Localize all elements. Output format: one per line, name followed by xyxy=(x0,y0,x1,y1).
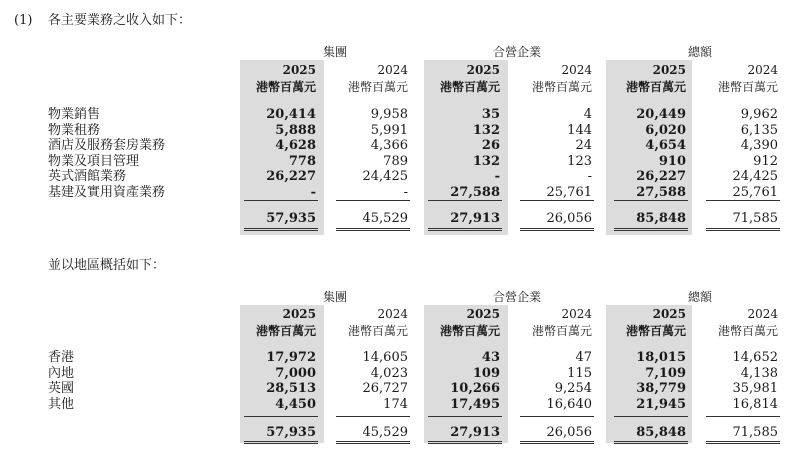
total-double-rule xyxy=(614,441,688,444)
total-value: 45,529 xyxy=(362,425,408,440)
subtotal-rule xyxy=(428,200,502,201)
row-value: 25,761 xyxy=(546,184,592,200)
unit-label: 港幣百萬元 xyxy=(347,324,408,338)
unit-label: 港幣百萬元 xyxy=(625,80,686,94)
year-previous: 2024 xyxy=(377,307,408,321)
total-double-rule xyxy=(336,441,410,444)
total-value: 71,585 xyxy=(732,211,778,226)
total-value: 85,848 xyxy=(636,425,686,440)
year-previous: 2024 xyxy=(561,63,592,77)
row-value: - xyxy=(310,184,316,200)
row-value: 16,814 xyxy=(732,396,778,412)
subtotal-rule xyxy=(520,416,594,417)
row-value: 144 xyxy=(567,122,592,138)
total-value: 26,056 xyxy=(546,425,592,440)
row-label: 其他 xyxy=(48,396,75,412)
row-value: 21,945 xyxy=(636,396,686,412)
total-value: 57,935 xyxy=(266,211,316,226)
row-value: 24 xyxy=(575,138,592,153)
row-label: 英國 xyxy=(48,381,75,396)
row-value: 4,628 xyxy=(275,138,316,153)
row-value: 5,991 xyxy=(370,122,408,138)
row-value: 17,495 xyxy=(450,396,500,412)
row-value: 4 xyxy=(583,107,592,122)
total-value: 57,935 xyxy=(266,425,316,440)
row-value: 4,138 xyxy=(740,365,778,381)
row-value: 9,958 xyxy=(370,107,408,122)
unit-label: 港幣百萬元 xyxy=(717,80,778,94)
row-value: 789 xyxy=(383,153,408,169)
row-value: - xyxy=(494,169,500,184)
row-label: 物業及項目管理 xyxy=(48,153,140,169)
row-value: 4,390 xyxy=(740,138,778,153)
row-value: 132 xyxy=(472,122,500,138)
row-value: 38,779 xyxy=(636,381,686,396)
row-label: 香港 xyxy=(48,350,75,365)
total-double-rule xyxy=(706,228,780,231)
row-value: 132 xyxy=(472,153,500,169)
row-label: 英式酒館業務 xyxy=(48,169,127,184)
section-title: 各主要業務之收入如下： xyxy=(48,13,192,28)
row-value: - xyxy=(403,184,408,200)
total-double-rule xyxy=(244,228,318,231)
year-current: 2025 xyxy=(652,307,686,321)
header-group: 集團 xyxy=(322,45,347,59)
year-current: 2025 xyxy=(282,63,316,77)
row-value: 28,513 xyxy=(266,381,316,396)
total-value: 85,848 xyxy=(636,211,686,226)
subtotal-rule xyxy=(336,416,410,417)
row-value: 26 xyxy=(481,138,500,153)
row-value: 20,414 xyxy=(266,107,316,122)
row-label: 內地 xyxy=(48,365,75,381)
row-value: 35 xyxy=(481,107,500,122)
total-double-rule xyxy=(520,441,594,444)
row-value: 17,972 xyxy=(266,350,316,365)
row-label: 物業銷售 xyxy=(48,107,101,122)
total-value: 26,056 xyxy=(546,211,592,226)
row-value: 26,227 xyxy=(636,169,686,184)
total-double-rule xyxy=(520,228,594,231)
row-value: 14,652 xyxy=(732,350,778,365)
row-value: 26,727 xyxy=(362,381,408,396)
region-intro: 並以地區概括如下： xyxy=(48,258,166,273)
unit-label: 港幣百萬元 xyxy=(439,324,500,338)
total-value: 27,913 xyxy=(450,425,500,440)
total-double-rule xyxy=(428,228,502,231)
subtotal-rule xyxy=(244,416,318,417)
unit-label: 港幣百萬元 xyxy=(625,324,686,338)
total-double-rule xyxy=(706,441,780,444)
row-value: 115 xyxy=(567,365,592,381)
header-total-2: 總額 xyxy=(687,290,712,304)
row-value: 4,450 xyxy=(275,396,316,412)
row-value: 27,588 xyxy=(636,184,686,200)
subtotal-rule xyxy=(428,416,502,417)
unit-label: 港幣百萬元 xyxy=(347,80,408,94)
row-value: 778 xyxy=(288,153,316,169)
total-value: 27,913 xyxy=(450,211,500,226)
row-value: 27,588 xyxy=(450,184,500,200)
total-double-rule xyxy=(336,228,410,231)
total-double-rule xyxy=(614,228,688,231)
subtotal-rule xyxy=(706,416,780,417)
year-previous: 2024 xyxy=(377,63,408,77)
row-value: 14,605 xyxy=(362,350,408,365)
row-value: 4,023 xyxy=(370,365,408,381)
row-value: 24,425 xyxy=(362,169,408,184)
row-value: 9,254 xyxy=(554,381,592,396)
unit-label: 港幣百萬元 xyxy=(531,80,592,94)
row-value: 10,266 xyxy=(450,381,500,396)
unit-label: 港幣百萬元 xyxy=(255,80,316,94)
row-value: 910 xyxy=(658,153,686,169)
total-value: 71,585 xyxy=(732,425,778,440)
row-value: - xyxy=(587,169,592,184)
header-jv-2: 合營企業 xyxy=(492,290,541,304)
unit-label: 港幣百萬元 xyxy=(717,324,778,338)
row-value: 24,425 xyxy=(732,169,778,184)
year-current: 2025 xyxy=(652,63,686,77)
row-value: 6,135 xyxy=(740,122,778,138)
year-previous: 2024 xyxy=(747,307,778,321)
row-value: 4,654 xyxy=(645,138,686,153)
subtotal-rule xyxy=(244,200,318,201)
row-value: 7,000 xyxy=(275,365,316,381)
row-value: 123 xyxy=(567,153,592,169)
row-value: 43 xyxy=(481,350,500,365)
row-value: 4,366 xyxy=(370,138,408,153)
row-value: 16,640 xyxy=(546,396,592,412)
subtotal-rule xyxy=(336,200,410,201)
header-jv: 合營企業 xyxy=(492,45,541,59)
year-previous: 2024 xyxy=(747,63,778,77)
unit-label: 港幣百萬元 xyxy=(439,80,500,94)
year-previous: 2024 xyxy=(561,307,592,321)
header-total: 總額 xyxy=(687,45,712,59)
row-value: 109 xyxy=(472,365,500,381)
year-current: 2025 xyxy=(282,307,316,321)
row-label: 酒店及服務套房業務 xyxy=(48,138,166,153)
total-double-rule xyxy=(244,441,318,444)
subtotal-rule xyxy=(706,200,780,201)
row-value: 35,981 xyxy=(732,381,778,396)
year-current: 2025 xyxy=(466,307,500,321)
row-value: 912 xyxy=(753,153,778,169)
row-value: 18,015 xyxy=(636,350,686,365)
header-group-2: 集團 xyxy=(322,290,347,304)
total-value: 45,529 xyxy=(362,211,408,226)
subtotal-rule xyxy=(614,416,688,417)
row-label: 物業租務 xyxy=(48,122,101,138)
row-value: 25,761 xyxy=(732,184,778,200)
row-value: 7,109 xyxy=(645,365,686,381)
row-value: 26,227 xyxy=(266,169,316,184)
row-value: 6,020 xyxy=(645,122,686,138)
subtotal-rule xyxy=(614,200,688,201)
row-value: 174 xyxy=(383,396,408,412)
unit-label: 港幣百萬元 xyxy=(531,324,592,338)
row-label: 基建及實用資產業務 xyxy=(48,184,166,200)
row-value: 9,962 xyxy=(740,107,778,122)
row-value: 5,888 xyxy=(275,122,316,138)
subtotal-rule xyxy=(520,200,594,201)
row-value: 20,449 xyxy=(636,107,686,122)
row-value: 47 xyxy=(575,350,592,365)
section-number: (1) xyxy=(14,13,33,28)
year-current: 2025 xyxy=(466,63,500,77)
unit-label: 港幣百萬元 xyxy=(255,324,316,338)
total-double-rule xyxy=(428,441,502,444)
